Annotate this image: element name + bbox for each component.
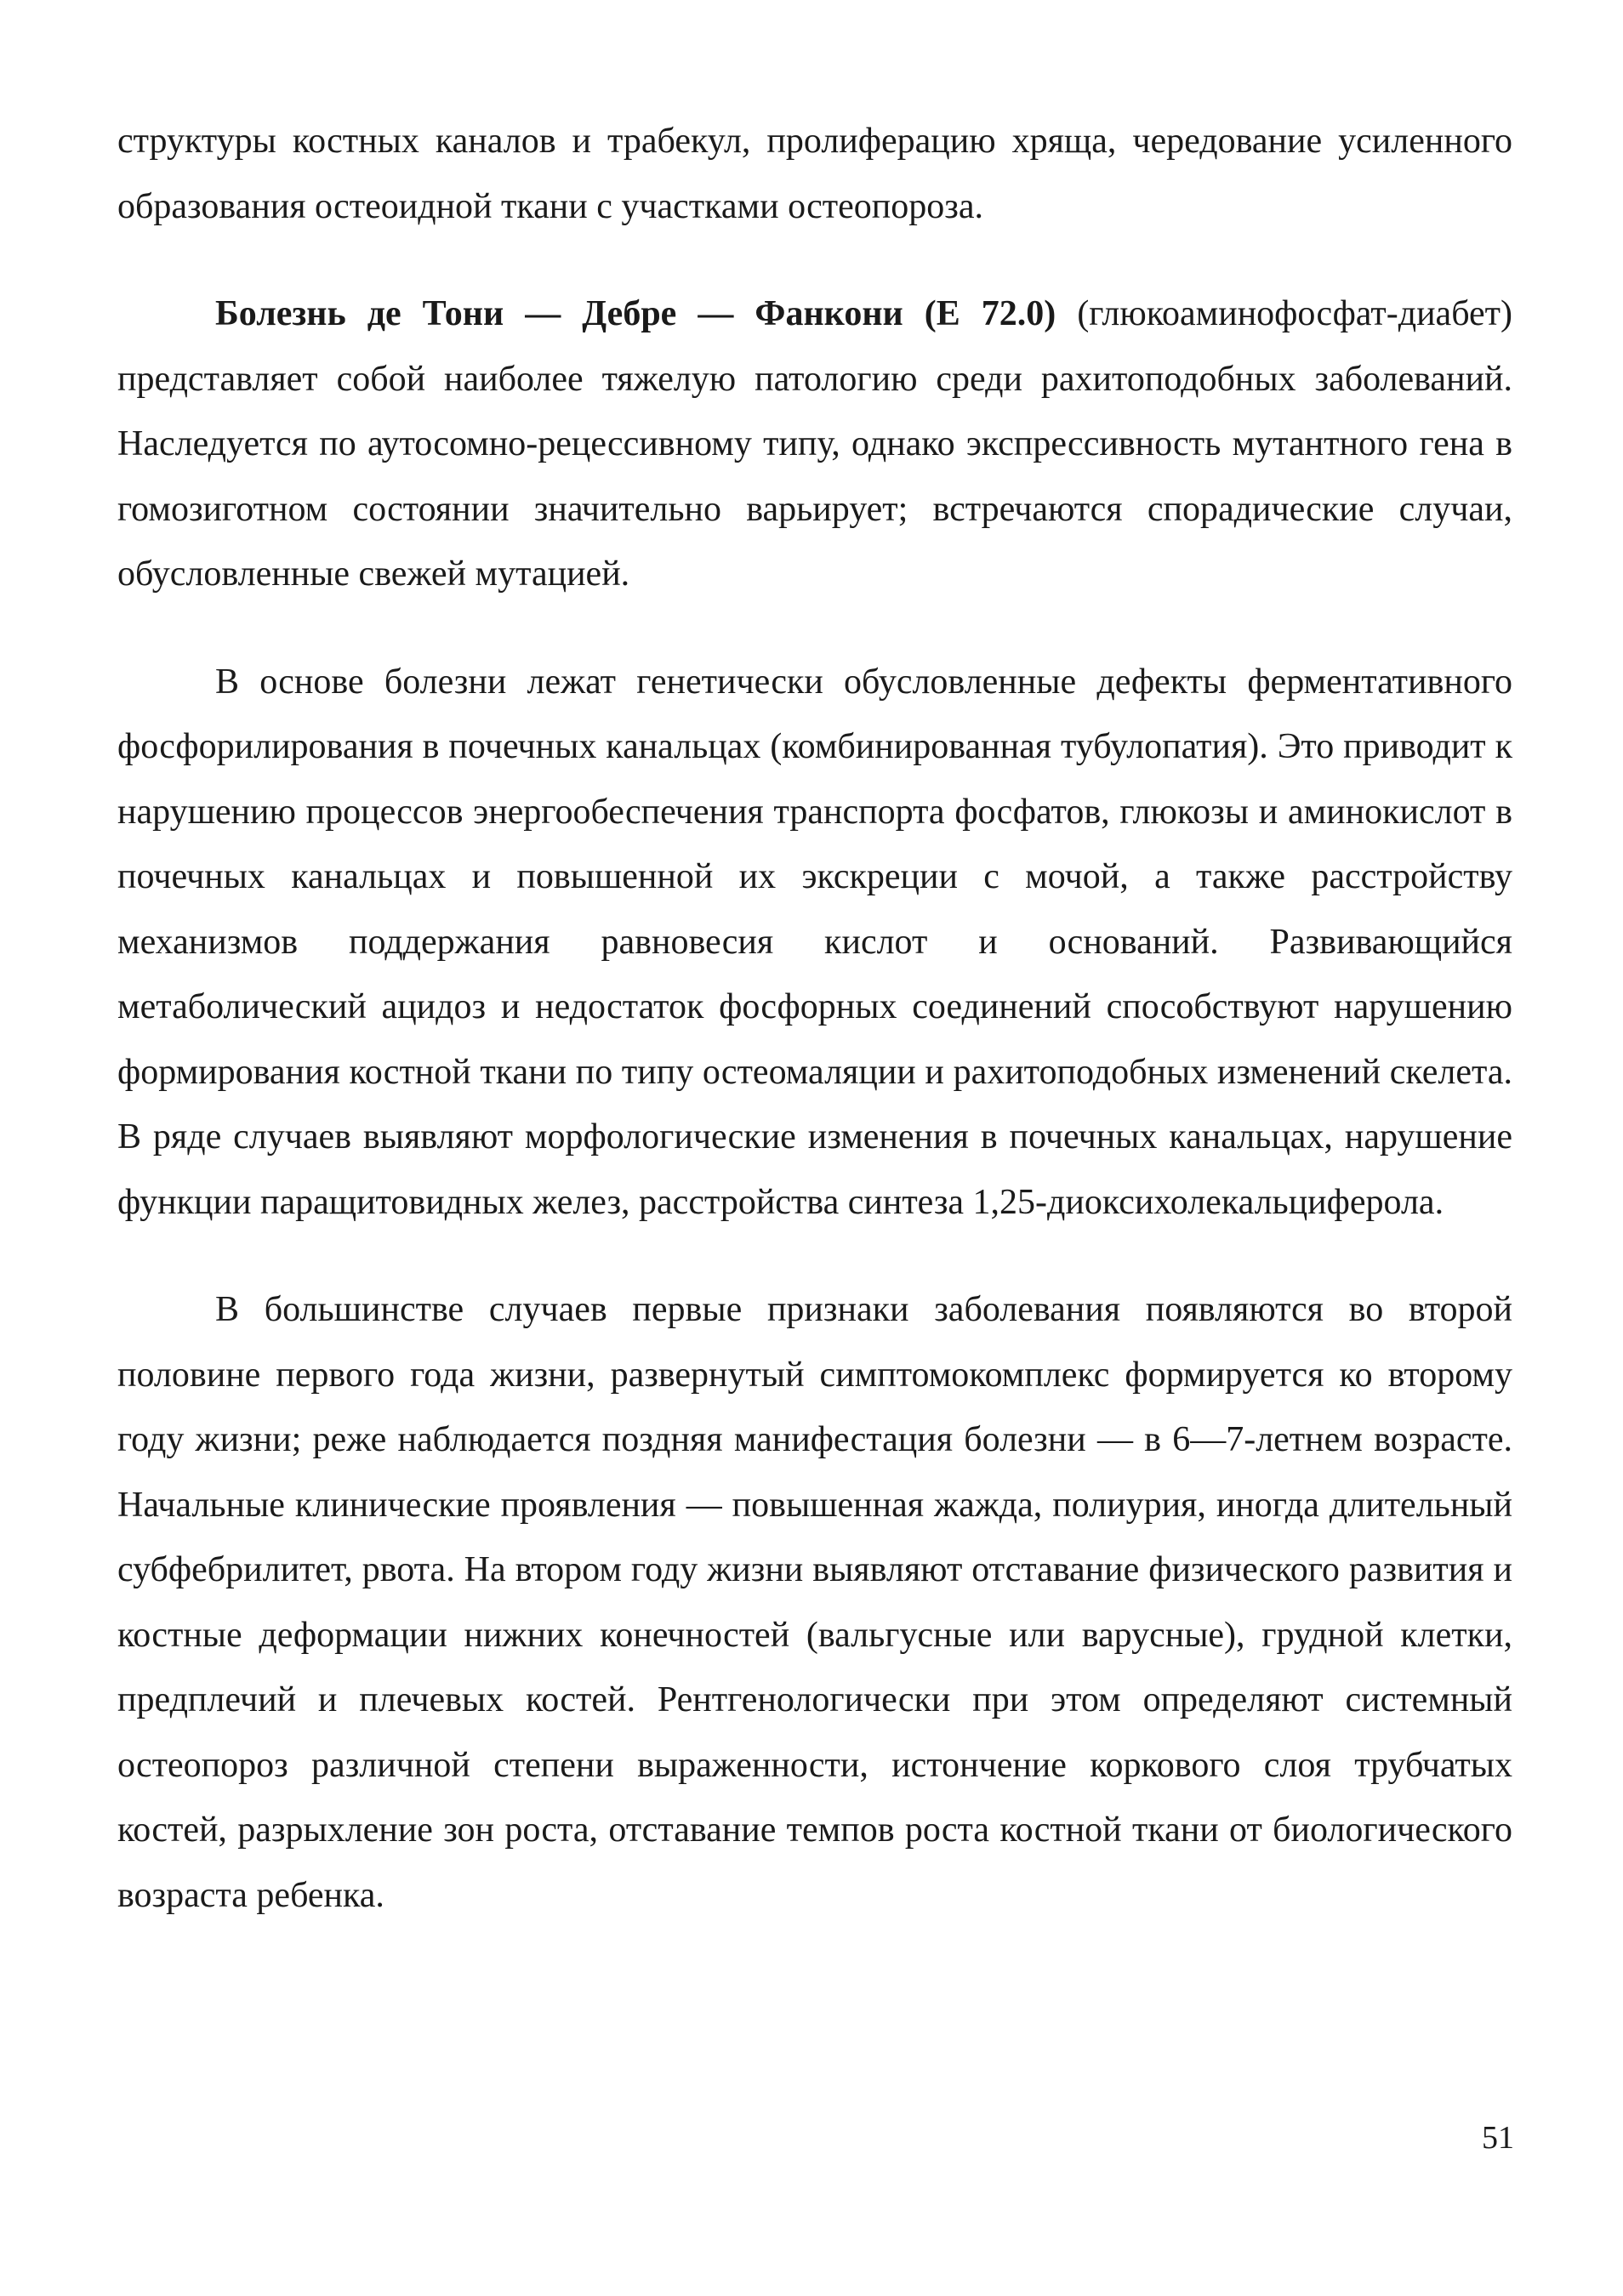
paragraph-pathogenesis: В основе болезни лежат генетически обусловленные дефекты ферментативного фосфорилирования в почечных канальцах (комбинированная тубулопатия). Это приводит к нарушению процессов энергообеспечения транспорта фосфатов, глюкозы и аминокислот в почечных канальцах и повышенной их экскреции с мочой, а также расстройству механизмов поддержания равновесия кислот и оснований. Развивающийся метаболический ацидоз и недостаток фосфорных соединений способствуют нарушению формирования костной ткани по типу остеомаляции и рахитоподобных изменений скелета. В ряде случаев выявляют морфологические изменения в почечных канальцах, нарушение функции паращитовидных желез, расстройства синтеза 1,25-диоксихолекальциферола. [117, 662, 1512, 1222]
paragraph-fanconi-disease [117, 281, 1512, 607]
page-number: 51 [1482, 2120, 1514, 2156]
paragraph-fanconi-text: (глюкоаминофосфат-диабет) представляет собой наиболее тяжелую патологию среди рахитоподобных заболеваний. Наследуется по аутосомно-рецессивному типу, однако экспрессивность мутантного гена в гомозиготном состоянии значительно варьирует; встречаются спорадические случаи, обусловленные свежей мутацией. [117, 294, 1512, 594]
document-page [117, 109, 1512, 1928]
paragraph-continuation: структуры костных каналов и трабекул, пролиферацию хряща, чередование усиленного образования остеоидной ткани с участками остеопороза. [117, 122, 1512, 226]
disease-term-heading: Болезнь де Тони — Дебре — Фанкони (Е 72.0) [215, 294, 1056, 333]
paragraph-clinical-features: В большинстве случаев первые признаки заболевания появляются во второй половине первого года жизни, развернутый симптомокомплекс формируется ко второму году жизни; реже наблюдается поздняя манифестация болезни — в 6—7-летнем возрасте. Начальные клинические проявления — повышенная жажда, полиурия, иногда длительный субфебрилитет, рвота. На втором году жизни выявляют отставание физического развития и костные деформации нижних конечностей (вальгусные или варусные), грудной клетки, предплечий и плечевых костей. Рентгенологически при этом определяют системный остеопороз различной степени выраженности, истончение коркового слоя трубчатых костей, разрыхление зон роста, отставание темпов роста костной ткани от биологического возраста ребенка. [117, 1290, 1512, 1915]
